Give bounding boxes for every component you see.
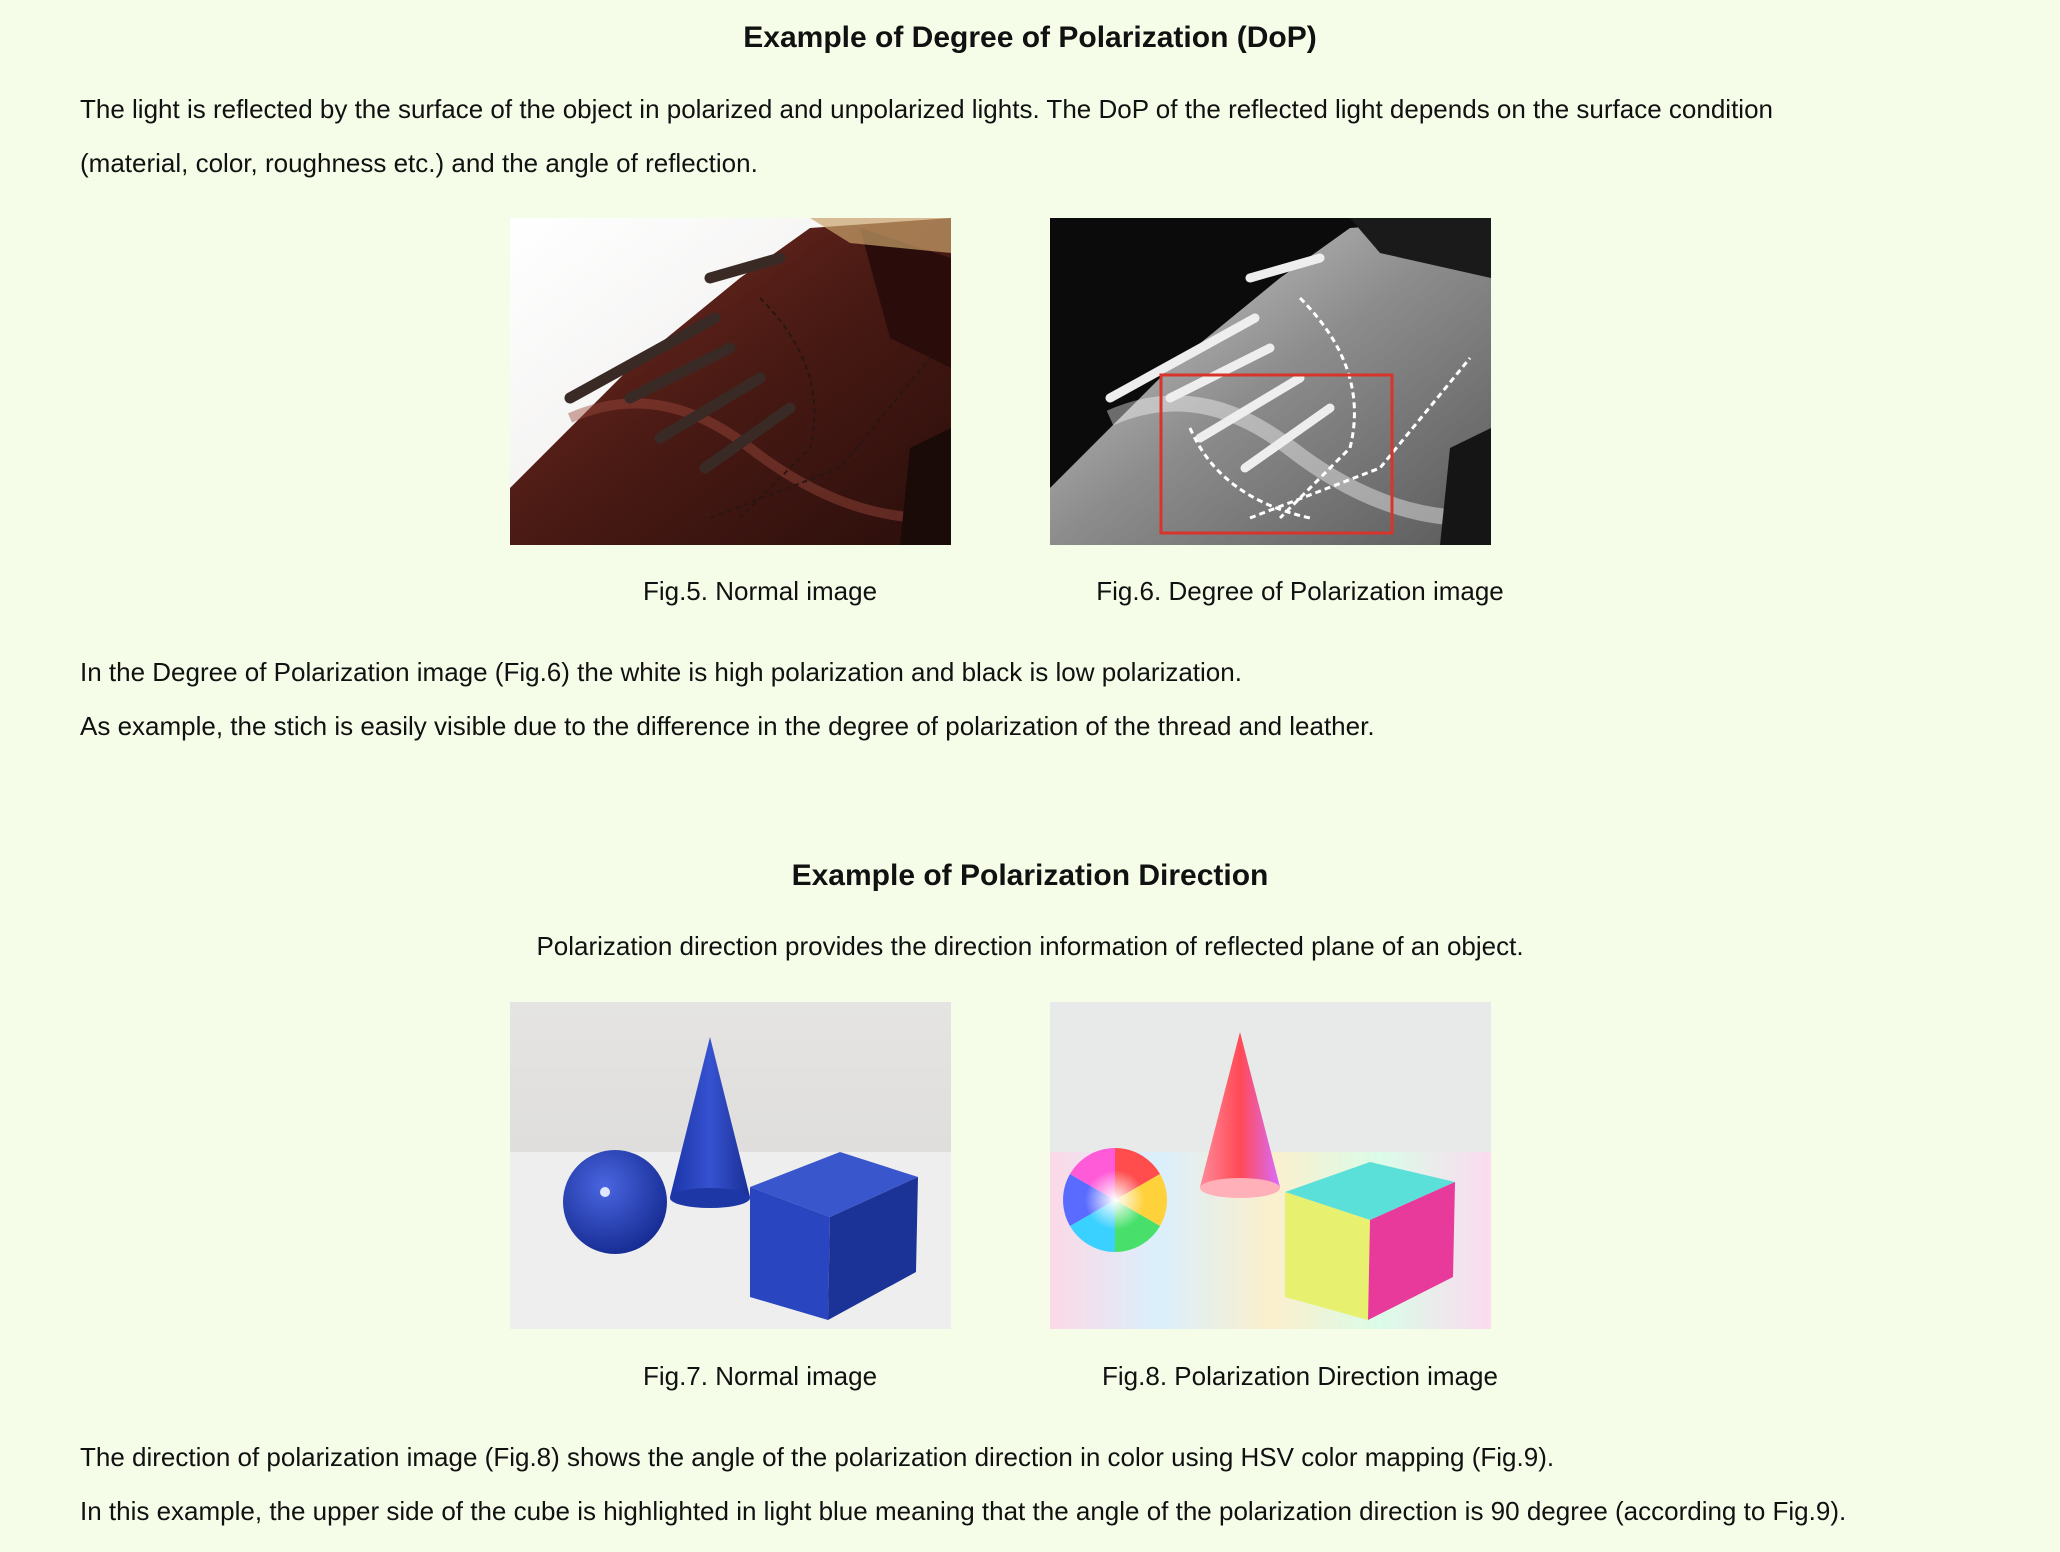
- fig8-caption: Fig.8. Polarization Direction image: [1102, 1361, 1498, 1391]
- direction-body-line-2: In this example, the upper side of the cube is highlighted in light blue meaning that the angle of the polarization direction is 90 degree (according to Fig.9).: [80, 1496, 1847, 1526]
- fig8-direction-objects-image: [1050, 1002, 1491, 1329]
- fig6-dop-shoe-image: [1050, 218, 1491, 545]
- section-direction-title: Example of Polarization Direction: [791, 859, 1269, 892]
- fig5-normal-shoe-image: [510, 218, 951, 545]
- direction-intro: Polarization direction provides the direction information of reflected plane of an object.: [536, 931, 1524, 961]
- dop-intro-line-1: The light is reflected by the surface of the object in polarized and unpolarized lights. The DoP of the reflected light depends on the surface condition: [80, 94, 1773, 124]
- dop-body-line-2: As example, the stich is easily visible due to the difference in the degree of polarization of the thread and leather.: [80, 711, 1375, 741]
- fig6-caption: Fig.6. Degree of Polarization image: [1096, 576, 1504, 606]
- fig5-caption: Fig.5. Normal image: [642, 576, 878, 606]
- fig7-caption: Fig.7. Normal image: [642, 1361, 878, 1391]
- direction-body-line-1: The direction of polarization image (Fig.8) shows the angle of the polarization direction in color using HSV color mapping (Fig.9).: [80, 1442, 1555, 1472]
- dop-body-line-1: In the Degree of Polarization image (Fig.6) the white is high polarization and black is low polarization.: [80, 657, 1242, 687]
- dop-intro-line-2: (material, color, roughness etc.) and the angle of reflection.: [80, 148, 758, 178]
- section-dop-title: Example of Degree of Polarization (DoP): [743, 21, 1317, 54]
- fig7-normal-objects-image: [510, 1002, 951, 1329]
